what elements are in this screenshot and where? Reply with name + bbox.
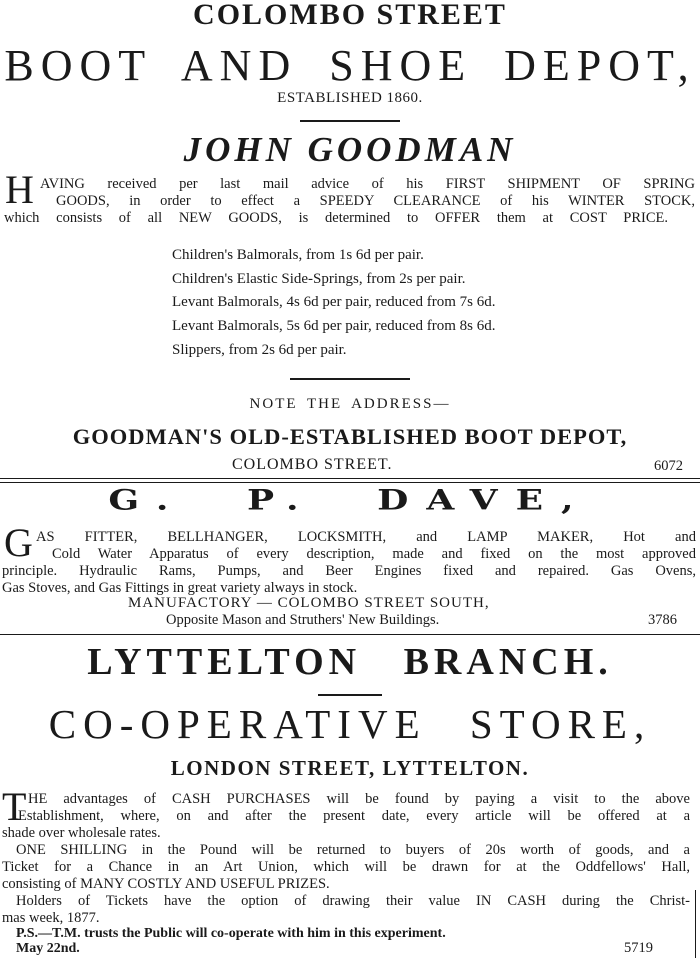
depot-heading: BOOT AND SHOE DEPOT, [4, 41, 696, 90]
ad-number: 5719 [624, 940, 653, 956]
store-p2-line-2: Ticket for a Chance in an Art Union, which will be drawn for at the Oddfellows' Hall, [2, 859, 690, 875]
established-line: ESTABLISHED 1860. [277, 90, 423, 106]
intro-line-2: GOODS, in order to effect a SPEEDY CLEARANCE of his WINTER STOCK, [56, 193, 695, 209]
street-heading: COLOMBO STREET [193, 0, 507, 31]
divider [0, 478, 700, 479]
divider [0, 482, 700, 483]
store-p2-line-1: ONE SHILLING in the Pound will be returned to buyers of 20s worth of goods, and a [16, 842, 690, 858]
ad-number: 3786 [648, 612, 677, 628]
short-rule [318, 694, 382, 696]
price-item: Children's Balmorals, from 1s 6d per pair. [172, 247, 424, 263]
store-p3-line-2: mas week, 1877. [2, 910, 100, 926]
store-p1-line-3: shade over wholesale rates. [2, 825, 161, 841]
location-line: LONDON STREET, LYTTELTON. [170, 756, 530, 780]
column-edge [695, 890, 696, 958]
store-p2-line-3: consisting of MANY COSTLY AND USEFUL PRIZES. [2, 876, 330, 892]
price-item: Children's Elastic Side-Springs, from 2s per pair. [172, 271, 466, 287]
address-street: COLOMBO STREET. [232, 456, 393, 473]
store-p1-line-1: HE advantages of CASH PURCHASES will be found by paying a visit to the above [28, 791, 690, 807]
price-item: Levant Balmorals, 4s 6d per pair, reduced from 7s 6d. [172, 294, 496, 310]
dave-line-2: Cold Water Apparatus of every description, made and fixed on the most approved [52, 546, 696, 562]
postscript: P.S.—T.M. trusts the Public will co-operate with him in this experiment. [16, 926, 446, 941]
branch-heading: LYTTELTON BRANCH. [87, 641, 613, 683]
intro-line-3: which consists of all NEW GOODS, is determined to OFFER them at COST PRICE. [4, 210, 668, 226]
store-p3-line-1: Holders of Tickets have the option of drawing their value IN CASH during the Christ- [16, 893, 690, 909]
dave-line-1: AS FITTER, BELLHANGER, LOCKSMITH, and LAMP MAKER, Hot and [36, 529, 696, 545]
price-item: Slippers, from 2s 6d per pair. [172, 342, 347, 358]
address-line: GOODMAN'S OLD-ESTABLISHED BOOT DEPOT, [72, 424, 628, 449]
manufactory-line: MANUFACTORY — COLOMBO STREET SOUTH, [128, 595, 490, 611]
dropcap-t: T [2, 784, 27, 829]
price-item: Levant Balmorals, 5s 6d per pair, reduced from 8s 6d. [172, 318, 496, 334]
note-address: NOTE THE ADDRESS— [249, 396, 451, 412]
store-heading: CO-OPERATIVE STORE, [48, 701, 652, 747]
opposite-line: Opposite Mason and Struthers' New Buildings. [166, 612, 440, 628]
dave-line-3: principle. Hydraulic Rams, Pumps, and Beer Engines fixed and repaired. Gas Ovens, [2, 563, 696, 579]
dave-line-4: Gas Stoves, and Gas Fittings in great variety always in stock. [2, 580, 358, 596]
divider [0, 634, 700, 635]
proprietor-name: JOHN GOODMAN [183, 130, 517, 169]
date-line: May 22nd. [16, 941, 80, 956]
store-p1-line-2: Establishment, where, on and after the present date, every article will be offered at a [18, 808, 690, 824]
short-rule [290, 378, 410, 380]
ad-number: 6072 [654, 458, 683, 474]
dropcap-h: H [5, 167, 34, 212]
intro-line-1: AVING received per last mail advice of his FIRST SHIPMENT OF SPRING [40, 176, 695, 192]
short-rule [300, 120, 400, 122]
dave-name: G. P. DAVE, [108, 484, 592, 517]
dropcap-g: G [4, 520, 33, 565]
